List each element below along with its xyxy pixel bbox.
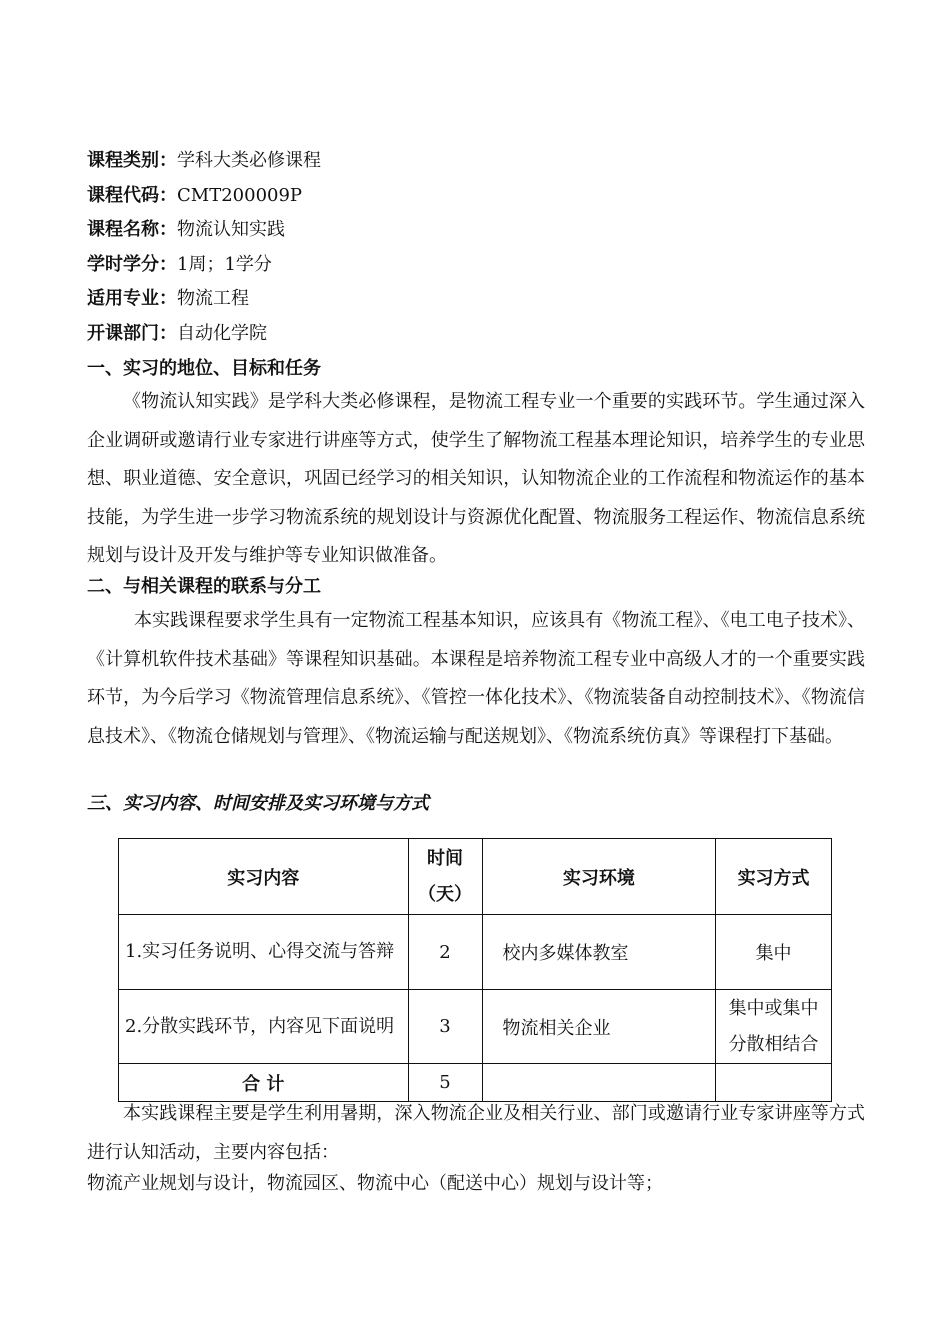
section1-heading: 一、实习的地位、目标和任务 <box>87 358 321 379</box>
meta-value: 物流工程 <box>177 288 249 309</box>
row-content: 2.分散实践环节，内容见下面说明 <box>119 990 409 1064</box>
meta-value: 1周；1学分 <box>177 254 272 275</box>
meta-course-category <box>87 146 321 176</box>
section3-heading: 三、实习内容、时间安排及实习环境与方式 <box>87 793 429 814</box>
section3-body: 本实践课程主要是学生利用暑期，深入物流企业及相关行业、部门或邀请行业专家讲座等方式进行认知活动，主要内容包括： <box>87 1103 865 1163</box>
header-time-line2: （天） <box>418 883 473 905</box>
meta-course-name <box>87 215 285 245</box>
meta-hours-credits <box>87 250 272 280</box>
meta-label: 学时学分： <box>87 254 177 275</box>
table-row <box>119 990 832 1064</box>
meta-label: 课程代码： <box>87 185 177 206</box>
row-days: 3 <box>408 990 482 1064</box>
meta-label: 适用专业： <box>87 288 177 309</box>
internship-schedule-table <box>118 838 832 1102</box>
section2-body: 本实践课程要求学生具有一定物流工程基本知识，应该具有《物流工程》、《电工电子技术》、《计算机软件技术基础》等课程知识基础。本课程是培养物流工程专业中高级人才的一个重要实践环节，为今后学习《物流管理信息系统》、《管控一体化技术》、《物流装备自动控制技术》、《物流信息技术》、《物流仓储规划与管理》、《物流运输与配送规划》、《物流系统仿真》等课程打下基础。 <box>87 610 865 747</box>
section3-item1: 物流产业规划与设计，物流园区、物流中心（配送中心）规划与设计等； <box>87 1173 663 1194</box>
meta-value: 自动化学院 <box>177 323 267 344</box>
section1-body: 《物流认知实践》是学科大类必修课程，是物流工程专业一个重要的实践环节。学生通过深入企业调研或邀请行业专家进行讲座等方式，使学生了解物流工程基本理论知识，培养学生的专业思想、职业道德、安全意识，巩固已经学习的相关知识，认知物流企业的工作流程和物流运作的基本技能，为学生进一步学习物流系统的规划设计与资源优化配置、物流服务工程运作、物流信息系统规划与设计及开发与维护等专业知识做准备。 <box>87 391 865 566</box>
meta-course-code <box>87 181 302 211</box>
row-mode: 集中 <box>716 915 832 990</box>
meta-value: 学科大类必修课程 <box>177 150 321 171</box>
total-days: 5 <box>408 1064 482 1102</box>
meta-label: 开课部门： <box>87 323 177 344</box>
row-content: 1.实习任务说明、心得交流与答辩 <box>119 915 409 990</box>
header-time-line1: 时间 <box>427 847 464 869</box>
section2-heading: 二、与相关课程的联系与分工 <box>87 576 321 597</box>
header-time <box>408 839 482 915</box>
row-environment: 校内多媒体教室 <box>482 915 716 990</box>
row-mode: 集中或集中分散相结合 <box>716 990 832 1064</box>
meta-value: 物流认知实践 <box>177 219 285 240</box>
meta-label: 课程名称： <box>87 219 177 240</box>
total-label: 合 计 <box>119 1064 409 1102</box>
header-environment: 实习环境 <box>482 839 716 915</box>
meta-major <box>87 284 249 314</box>
meta-label: 课程类别： <box>87 150 177 171</box>
meta-department <box>87 319 267 349</box>
row-days: 2 <box>408 915 482 990</box>
row-environment: 物流相关企业 <box>482 990 716 1064</box>
table-row <box>119 915 832 990</box>
header-content: 实习内容 <box>119 839 409 915</box>
table-header-row <box>119 839 832 915</box>
meta-value: CMT200009P <box>177 185 303 206</box>
header-mode: 实习方式 <box>716 839 832 915</box>
